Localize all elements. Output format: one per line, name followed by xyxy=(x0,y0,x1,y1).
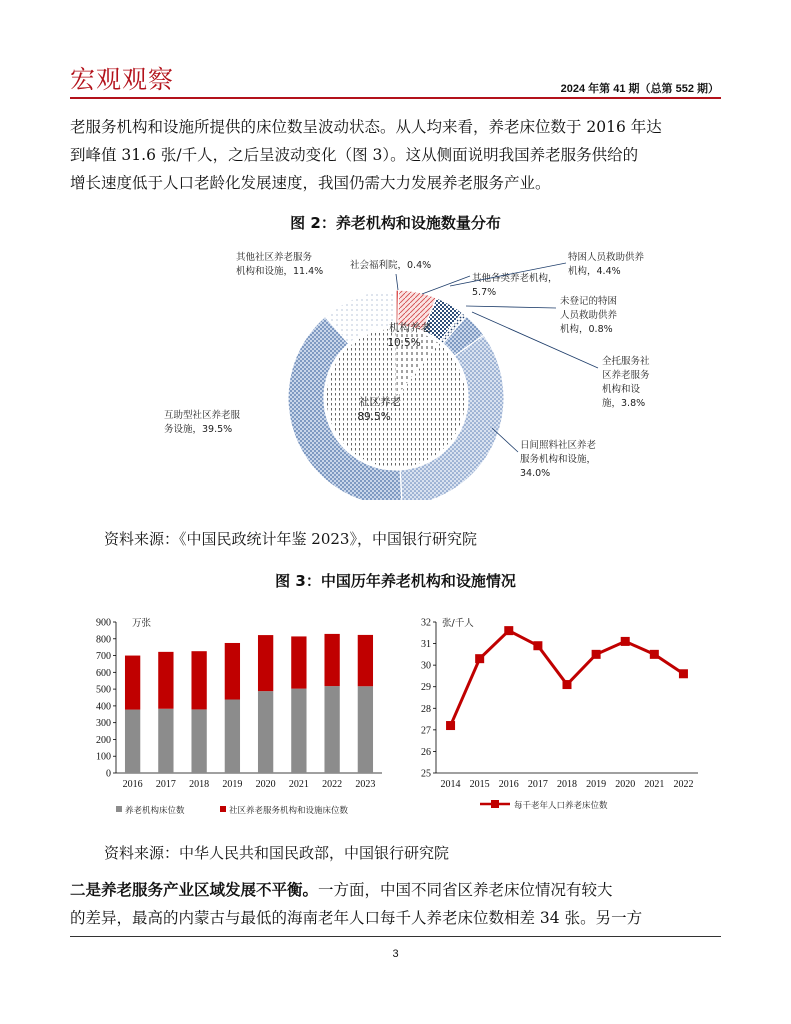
x-tick-label: 2015 xyxy=(469,779,490,790)
line-axis xyxy=(421,618,698,791)
paragraph-1 xyxy=(70,113,722,197)
bar-marks xyxy=(125,634,373,773)
y-tick-label: 29 xyxy=(421,682,431,694)
legend-label-0: 养老机构床位数 xyxy=(125,806,185,816)
bar-institution-beds xyxy=(358,686,373,773)
bar-community-beds xyxy=(258,635,273,691)
figure-2-title: 图 2：养老机构和设施数量分布 xyxy=(290,214,501,232)
outer-slice-label: 区养老服务 xyxy=(602,370,650,381)
outer-slice-label: 未登记的特困 xyxy=(560,296,618,307)
y-tick-label: 800 xyxy=(96,634,111,646)
bar-unit-label: 万张 xyxy=(132,618,152,629)
series-point xyxy=(446,721,455,730)
leader-line xyxy=(422,276,470,294)
bar-community-beds xyxy=(225,643,240,700)
bar-community-beds xyxy=(358,635,373,686)
figure-3-source: 资料来源：中华人民共和国民政部，中国银行研究院 xyxy=(104,844,450,862)
series-point xyxy=(592,650,601,659)
paragraph-2-line-2: 的差异，最高的内蒙古与最低的海南老年人口每千人养老床位数相差 34 张。另一方 xyxy=(70,909,643,927)
y-tick-label: 26 xyxy=(421,746,431,758)
paragraph-2-line-1 xyxy=(70,876,722,904)
outer-slice-label: 人员救助供养 xyxy=(560,310,618,321)
inner-slice-value: 10.5% xyxy=(387,337,421,349)
x-tick-label: 2022 xyxy=(322,779,343,790)
series-point xyxy=(621,637,630,646)
x-tick-label: 2016 xyxy=(498,779,519,790)
bar-institution-beds xyxy=(225,700,240,773)
y-tick-label: 900 xyxy=(96,617,111,629)
series-point xyxy=(650,650,659,659)
x-tick-label: 2020 xyxy=(615,779,636,790)
bar-institution-beds xyxy=(324,686,339,773)
outer-slice-label: 全托服务社 xyxy=(602,356,650,367)
bar-institution-beds xyxy=(291,689,306,773)
line-unit-label: 张/千人 xyxy=(442,618,474,629)
line-legend xyxy=(480,800,608,811)
series-point xyxy=(563,680,572,689)
y-tick-label: 500 xyxy=(96,684,111,696)
legend-label-1: 社区养老服务机构和设施床位数 xyxy=(229,806,349,816)
bar-community-beds xyxy=(125,656,140,710)
figure-3-line-chart xyxy=(408,608,708,820)
outer-slice-label: 34.0% xyxy=(520,468,551,479)
paragraph-2 xyxy=(70,876,722,932)
x-tick-label: 2014 xyxy=(440,779,461,790)
outer-slice-label: 其他社区养老服务 xyxy=(236,252,313,263)
x-tick-label: 2023 xyxy=(355,779,376,790)
figure-3-bar-chart xyxy=(80,608,390,820)
series-line xyxy=(451,631,684,726)
outer-slice-label: 其他各类养老机构， xyxy=(472,273,558,284)
y-tick-label: 700 xyxy=(96,651,111,663)
line-marks xyxy=(446,626,688,730)
y-tick-label: 27 xyxy=(421,725,431,737)
outer-slice-label: 机构和设施，11.4% xyxy=(236,266,324,277)
page-number: 3 xyxy=(392,948,399,960)
figure-3-title: 图 3：中国历年养老机构和设施情况 xyxy=(275,572,516,590)
inner-slice-value: 89.5% xyxy=(357,411,391,423)
bar-legend xyxy=(116,805,349,816)
outer-slice-label: 务设施，39.5% xyxy=(164,424,233,435)
bar-institution-beds xyxy=(158,709,173,773)
outer-slice-label: 机构，0.8% xyxy=(560,324,613,335)
bar-institution-beds xyxy=(125,710,140,773)
x-tick-label: 2022 xyxy=(673,779,694,790)
bar-community-beds xyxy=(158,652,173,709)
outer-slice-label: 社会福利院，0.4% xyxy=(350,260,432,271)
legend-label-line: 每千老年人口养老床位数 xyxy=(514,801,608,811)
y-tick-label: 300 xyxy=(96,718,111,730)
y-tick-label: 400 xyxy=(96,701,111,713)
leader-line xyxy=(396,274,398,290)
series-point xyxy=(504,626,513,635)
outer-slice-label: 机构和设 xyxy=(602,384,641,395)
y-tick-label: 100 xyxy=(96,751,111,763)
paragraph-1-line: 增长速度低于人口老龄化发展速度，我国仍需大力发展养老服务产业。 xyxy=(70,174,551,192)
x-tick-label: 2021 xyxy=(288,779,309,790)
y-tick-label: 0 xyxy=(106,768,111,780)
bar-institution-beds xyxy=(191,709,206,773)
outer-slice-label: 施，3.8% xyxy=(602,398,646,409)
paragraph-2-lead: 二是养老服务产业区域发展不平衡。 xyxy=(70,880,319,899)
y-tick-label: 25 xyxy=(421,768,431,780)
x-tick-label: 2020 xyxy=(255,779,276,790)
x-tick-label: 2016 xyxy=(122,779,143,790)
figure-2-source: 资料来源：《中国民政统计年鉴 2023》，中国银行研究院 xyxy=(104,530,477,548)
y-tick-label: 28 xyxy=(421,703,431,715)
x-tick-label: 2018 xyxy=(189,779,210,790)
outer-slice-label: 5.7% xyxy=(472,287,497,298)
series-point xyxy=(679,669,688,678)
outer-slice-label: 日间照料社区养老 xyxy=(520,440,597,451)
x-tick-label: 2019 xyxy=(586,779,607,790)
bar-institution-beds xyxy=(258,691,273,773)
y-tick-label: 31 xyxy=(421,639,431,651)
figure-2-donut-chart xyxy=(150,238,670,500)
issue-number: 2024 年第 41 期（总第 552 期） xyxy=(560,83,719,95)
brand-title: 宏观观察 xyxy=(70,65,175,94)
outer-slice-label: 互助型社区养老服 xyxy=(164,410,241,421)
footer-rule xyxy=(70,936,721,937)
series-point xyxy=(533,641,542,650)
bar-community-beds xyxy=(291,636,306,688)
legend-marker xyxy=(491,800,499,808)
paragraph-2-rest: 一方面，中国不同省区养老床位情况有较大 xyxy=(318,881,613,899)
x-tick-label: 2021 xyxy=(644,779,665,790)
outer-slice-label: 机构，4.4% xyxy=(568,266,621,277)
x-tick-label: 2017 xyxy=(155,779,176,790)
legend-swatch-gray xyxy=(116,806,122,812)
paragraph-1-line: 老服务机构和设施所提供的床位数呈波动状态。从人均来看，养老床位数于 2016 年达 xyxy=(70,118,662,136)
x-tick-label: 2018 xyxy=(557,779,577,790)
header-rule xyxy=(70,97,721,99)
bar-community-beds xyxy=(324,634,339,686)
outer-slice-label: 特困人员救助供养 xyxy=(568,252,645,263)
inner-slice-label: 社区养老 xyxy=(359,396,401,408)
y-tick-label: 600 xyxy=(96,667,111,679)
y-tick-label: 200 xyxy=(96,734,111,746)
inner-slice-label: 机构养老 xyxy=(389,322,431,334)
y-tick-label: 30 xyxy=(421,660,431,672)
y-tick-label: 32 xyxy=(421,617,431,629)
x-tick-label: 2019 xyxy=(222,779,243,790)
outer-slice-label: 服务机构和设施， xyxy=(520,454,597,465)
paragraph-1-line: 到峰值 31.6 张/千人，之后呈波动变化（图 3）。这从侧面说明我国养老服务供给的 xyxy=(70,146,639,164)
x-tick-label: 2017 xyxy=(527,779,548,790)
series-point xyxy=(475,654,484,663)
bar-community-beds xyxy=(191,651,206,709)
legend-swatch-red xyxy=(220,806,226,812)
leader-line xyxy=(466,306,556,308)
